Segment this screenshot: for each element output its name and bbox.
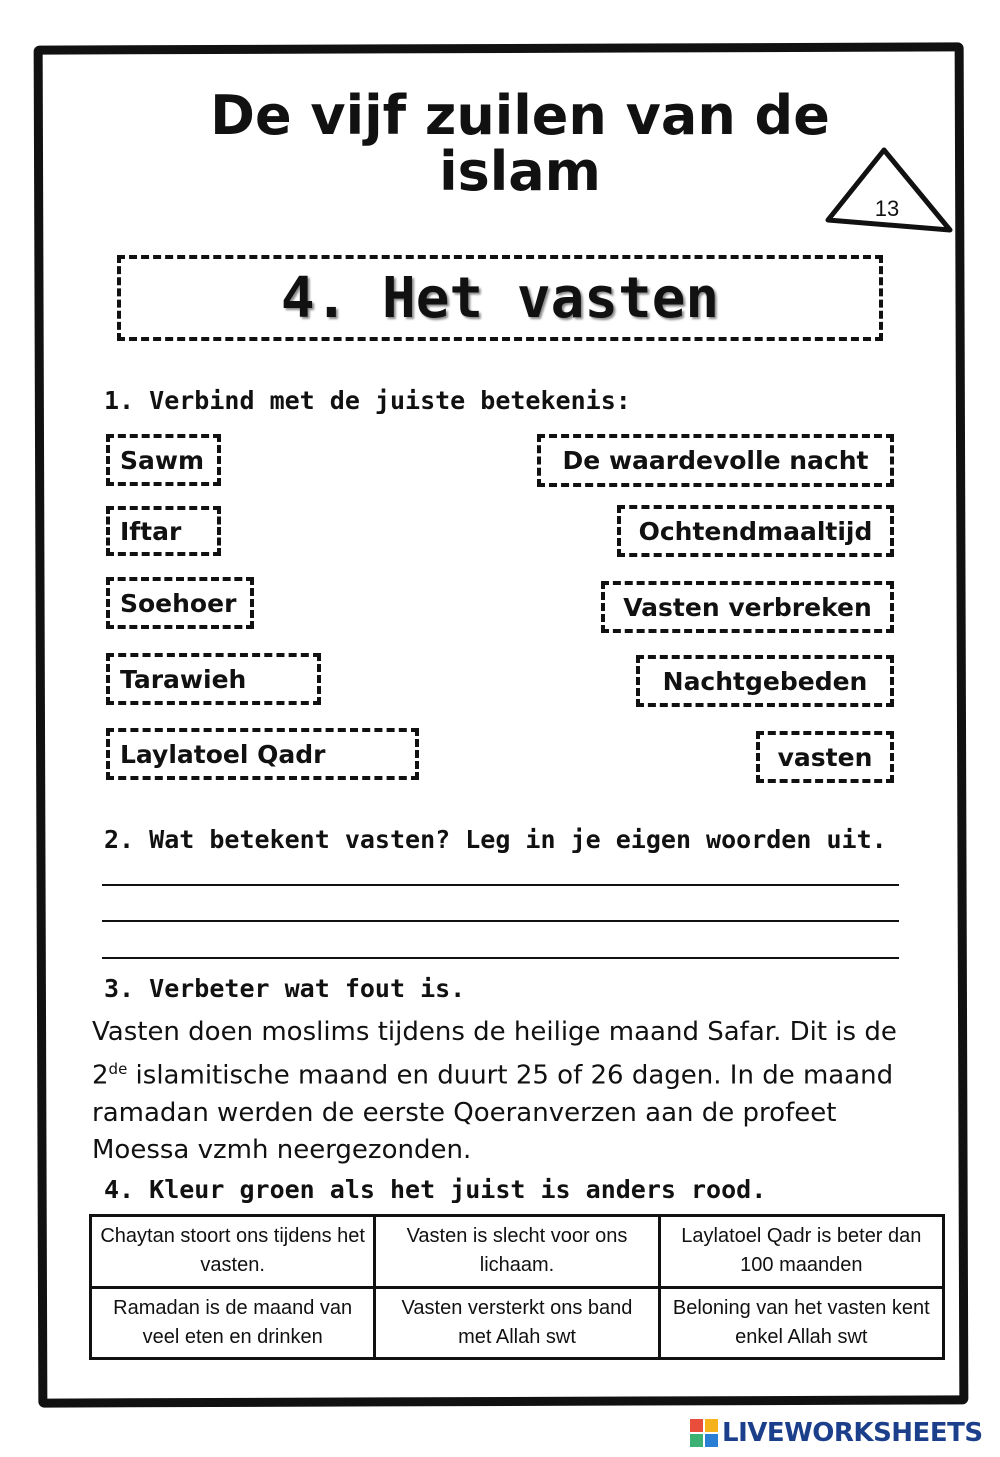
- topic-heading: 4. Het vasten: [117, 255, 883, 341]
- paragraph-line: [92, 1051, 972, 1095]
- ordinal-suffix: de: [108, 1060, 128, 1078]
- ordinal-number: 2: [92, 1060, 109, 1091]
- meaning-vasten[interactable]: vasten: [756, 731, 894, 783]
- meaning-ochtendmaaltijd[interactable]: Ochtendmaaltijd: [617, 505, 894, 557]
- term-sawm[interactable]: Sawm: [106, 434, 221, 486]
- exercise-2-question: 2. Wat betekent vasten? Leg in je eigen woorden uit.: [104, 825, 887, 854]
- statement-cell[interactable]: Chaytan stoort ons tijdens het vasten.: [91, 1216, 375, 1288]
- paragraph-line: ramadan werden de eerste Qoeranverzen aan de profeet: [92, 1097, 837, 1128]
- statement-cell[interactable]: Ramadan is de maand van veel eten en drinken: [91, 1287, 375, 1359]
- paragraph-line: Moessa vzmh neergezonden.: [92, 1134, 472, 1165]
- statement-cell[interactable]: Laylatoel Qadr is beter dan 100 maanden: [659, 1216, 943, 1288]
- logo-square: [690, 1419, 703, 1432]
- logo-square: [705, 1419, 718, 1432]
- answer-line[interactable]: [102, 957, 899, 959]
- exercise-1-question: 1. Verbind met de juiste betekenis:: [104, 386, 631, 415]
- worksheet-title: [120, 84, 920, 203]
- correction-paragraph: [92, 1014, 972, 1169]
- answer-line[interactable]: [102, 884, 899, 886]
- table-row: [91, 1216, 944, 1288]
- statement-cell[interactable]: Vasten is slecht voor ons lichaam.: [375, 1216, 659, 1288]
- paragraph-line: Vasten doen moslims tijdens de heilige maand Safar. Dit is de: [92, 1017, 897, 1047]
- meaning-waardevolle-nacht[interactable]: De waardevolle nacht: [537, 434, 894, 487]
- meaning-vasten-verbreken[interactable]: Vasten verbreken: [601, 581, 894, 633]
- title-line-2: islam: [439, 140, 601, 203]
- term-iftar[interactable]: Iftar: [106, 506, 221, 556]
- liveworksheets-brand: [690, 1418, 983, 1448]
- logo-square: [690, 1434, 703, 1447]
- meaning-nachtgebeden[interactable]: Nachtgebeden: [636, 655, 894, 707]
- term-soehoer[interactable]: Soehoer: [106, 577, 254, 629]
- table-row: [91, 1287, 944, 1359]
- answer-line[interactable]: [102, 920, 899, 922]
- exercise-3-question: 3. Verbeter wat fout is.: [104, 974, 466, 1003]
- title-line-1: De vijf zuilen van de: [210, 84, 830, 147]
- term-laylatoel-qadr[interactable]: Laylatoel Qadr: [106, 728, 419, 780]
- liveworksheets-logo-icon: [690, 1419, 718, 1447]
- true-false-table: [89, 1214, 945, 1360]
- logo-square: [705, 1434, 718, 1447]
- liveworksheets-wordmark: LIVEWORKSHEETS: [722, 1418, 983, 1448]
- statement-cell[interactable]: Vasten versterkt ons band met Allah swt: [375, 1287, 659, 1359]
- statement-cell[interactable]: Beloning van het vasten kent enkel Allah swt: [659, 1287, 943, 1359]
- term-tarawieh[interactable]: Tarawieh: [106, 653, 321, 705]
- exercise-4-question: 4. Kleur groen als het juist is anders rood.: [104, 1175, 767, 1204]
- paragraph-line-rest: islamitische maand en duurt 25 of 26 dagen. In de maand: [127, 1060, 894, 1091]
- page-number: 13: [874, 196, 900, 221]
